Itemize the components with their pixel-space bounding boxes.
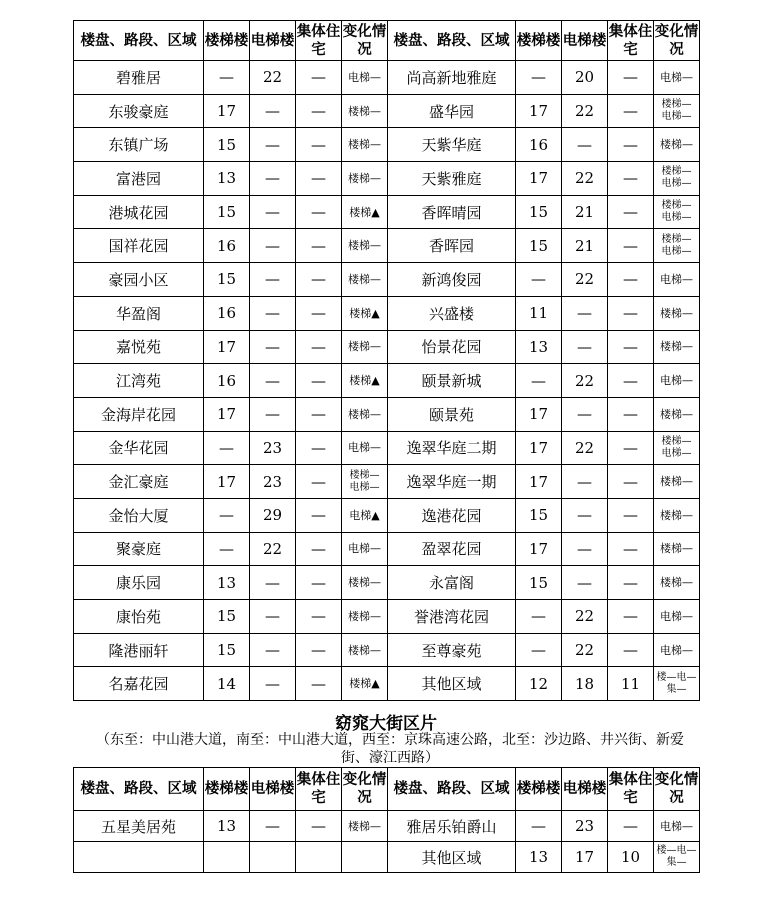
section-boundary-note: （东至：中山港大道，南至：中山港大道，西至：京珠高速公路，北至：沙边路、井兴街、新爱街、濠江西路） xyxy=(96,732,684,766)
table-cell: 楼梯— 电梯— xyxy=(654,431,700,465)
table-cell: — xyxy=(608,229,654,263)
table-cell: 电梯— xyxy=(342,61,388,95)
table-cell: 天紫雅庭 xyxy=(388,162,516,196)
table-cell: — xyxy=(250,811,296,842)
table-cell: 15 xyxy=(516,498,562,532)
table-cell: 楼梯— xyxy=(654,566,700,600)
table-cell: — xyxy=(250,195,296,229)
table-cell: — xyxy=(296,532,342,566)
table-cell: — xyxy=(204,498,250,532)
table-row xyxy=(74,128,700,162)
column-header: 变化情况 xyxy=(654,768,700,811)
table-cell: — xyxy=(608,431,654,465)
column-header: 楼梯楼 xyxy=(204,768,250,811)
table-cell: 颐景苑 xyxy=(388,397,516,431)
table-cell: 电梯— xyxy=(654,633,700,667)
table-row xyxy=(74,566,700,600)
table-cell: — xyxy=(296,633,342,667)
table-cell: — xyxy=(250,397,296,431)
table-cell: 楼梯— 电梯— xyxy=(342,465,388,499)
column-header: 集体住宅 xyxy=(296,21,342,61)
column-header: 电梯楼 xyxy=(250,768,296,811)
table-cell: — xyxy=(250,94,296,128)
table-cell: — xyxy=(296,600,342,634)
table-cell: 18 xyxy=(562,667,608,701)
table-cell: — xyxy=(608,811,654,842)
table-cell: 楼梯— xyxy=(342,811,388,842)
table-cell: 兴盛楼 xyxy=(388,296,516,330)
table-cell: 国祥花园 xyxy=(74,229,204,263)
table-cell: — xyxy=(608,263,654,297)
table-cell: 楼梯▲ xyxy=(342,667,388,701)
table-cell xyxy=(342,842,388,873)
table-cell: 21 xyxy=(562,229,608,263)
table-cell: — xyxy=(296,397,342,431)
table-cell: — xyxy=(562,128,608,162)
table-cell: 五星美居苑 xyxy=(74,811,204,842)
table-cell: 康乐园 xyxy=(74,566,204,600)
table-cell: 尚高新地雅庭 xyxy=(388,61,516,95)
table-cell: 楼梯— xyxy=(342,263,388,297)
column-header: 楼梯楼 xyxy=(516,768,562,811)
table-cell: 楼梯— 电梯— xyxy=(654,94,700,128)
table-row xyxy=(74,532,700,566)
column-header: 楼梯楼 xyxy=(204,21,250,61)
table-cell: — xyxy=(562,296,608,330)
table-cell: — xyxy=(296,94,342,128)
table-cell: 17 xyxy=(204,465,250,499)
column-header: 楼盘、路段、区域 xyxy=(388,21,516,61)
table-cell: 香晖晴园 xyxy=(388,195,516,229)
table-cell: 电梯— xyxy=(342,532,388,566)
table-cell: 10 xyxy=(608,842,654,873)
table-cell: 东骏豪庭 xyxy=(74,94,204,128)
table-cell: 17 xyxy=(562,842,608,873)
table-cell: 13 xyxy=(516,330,562,364)
column-header: 电梯楼 xyxy=(562,21,608,61)
table-cell: — xyxy=(562,566,608,600)
table-cell: 楼梯— xyxy=(342,94,388,128)
table-cell: — xyxy=(296,263,342,297)
table-cell xyxy=(204,842,250,873)
table-cell: 电梯— xyxy=(654,263,700,297)
table-cell: 23 xyxy=(250,431,296,465)
table-cell: 11 xyxy=(516,296,562,330)
table-cell: — xyxy=(608,633,654,667)
column-header: 楼盘、路段、区域 xyxy=(74,768,204,811)
table-row xyxy=(74,667,700,701)
table-cell: — xyxy=(250,229,296,263)
table-cell: — xyxy=(516,263,562,297)
table-cell xyxy=(74,842,204,873)
table-cell: 电梯— xyxy=(654,600,700,634)
table-cell: — xyxy=(296,431,342,465)
table-cell: 15 xyxy=(516,229,562,263)
table2-header-row xyxy=(74,768,700,811)
table-cell: 江湾苑 xyxy=(74,364,204,398)
table-cell: — xyxy=(250,633,296,667)
table-cell: 15 xyxy=(204,195,250,229)
table-cell: — xyxy=(608,195,654,229)
table-cell: — xyxy=(608,94,654,128)
table-cell: — xyxy=(608,532,654,566)
table-cell: 逸港花园 xyxy=(388,498,516,532)
table-cell: — xyxy=(250,364,296,398)
table-cell: 17 xyxy=(516,162,562,196)
table-cell: 楼梯— 电梯— xyxy=(654,162,700,196)
table-cell: 22 xyxy=(250,61,296,95)
table-cell: — xyxy=(296,364,342,398)
table-row xyxy=(74,296,700,330)
table-cell xyxy=(250,842,296,873)
table-cell: — xyxy=(608,465,654,499)
table-cell: 电梯— xyxy=(654,811,700,842)
table-cell: — xyxy=(608,128,654,162)
table-cell: 16 xyxy=(204,296,250,330)
table-cell: 楼梯— xyxy=(342,397,388,431)
table-row xyxy=(74,811,700,842)
table-row xyxy=(74,195,700,229)
table-cell: 12 xyxy=(516,667,562,701)
table-cell: 富港园 xyxy=(74,162,204,196)
table-cell: — xyxy=(516,811,562,842)
table-cell: 22 xyxy=(562,633,608,667)
table-cell: — xyxy=(562,498,608,532)
table-cell: 22 xyxy=(562,263,608,297)
table-row xyxy=(74,842,700,873)
table-cell: — xyxy=(608,296,654,330)
housing-table-1 xyxy=(73,20,700,701)
table-cell: — xyxy=(250,566,296,600)
table-cell: — xyxy=(608,566,654,600)
table-cell: — xyxy=(296,128,342,162)
table-cell: — xyxy=(562,465,608,499)
table-cell: 逸翠华庭一期 xyxy=(388,465,516,499)
table-cell: 13 xyxy=(204,566,250,600)
table-cell: — xyxy=(250,162,296,196)
table-row xyxy=(74,397,700,431)
table-cell: 电梯▲ xyxy=(342,498,388,532)
table-cell: — xyxy=(204,431,250,465)
table-cell: — xyxy=(608,364,654,398)
column-header: 楼盘、路段、区域 xyxy=(388,768,516,811)
table-cell: 15 xyxy=(204,263,250,297)
table-cell: 22 xyxy=(562,431,608,465)
table-cell: 22 xyxy=(562,162,608,196)
table-cell: — xyxy=(296,667,342,701)
table-cell: 碧雅居 xyxy=(74,61,204,95)
table-row xyxy=(74,94,700,128)
table-row xyxy=(74,61,700,95)
table-cell: 康怡苑 xyxy=(74,600,204,634)
table-cell: 16 xyxy=(204,229,250,263)
table-cell: 天紫华庭 xyxy=(388,128,516,162)
table-cell: — xyxy=(608,600,654,634)
table-cell: 15 xyxy=(516,195,562,229)
table-cell: 东镇广场 xyxy=(74,128,204,162)
table-cell: 22 xyxy=(562,94,608,128)
table-cell: — xyxy=(250,667,296,701)
column-header: 变化情况 xyxy=(654,21,700,61)
table-cell: — xyxy=(204,61,250,95)
table-cell: 22 xyxy=(562,600,608,634)
table-cell: — xyxy=(296,330,342,364)
table-cell: 怡景花园 xyxy=(388,330,516,364)
table-cell: 楼梯— xyxy=(342,128,388,162)
table-cell: — xyxy=(516,364,562,398)
table-cell: — xyxy=(562,330,608,364)
table-cell xyxy=(296,842,342,873)
table-cell: 电梯— xyxy=(654,364,700,398)
table-cell: 金汇豪庭 xyxy=(74,465,204,499)
table-row xyxy=(74,364,700,398)
table-cell: 17 xyxy=(516,465,562,499)
table-cell: 15 xyxy=(204,600,250,634)
table-row xyxy=(74,229,700,263)
table-cell: — xyxy=(204,532,250,566)
table-cell: 11 xyxy=(608,667,654,701)
table-cell: 23 xyxy=(562,811,608,842)
table-cell: 楼—电— 集— xyxy=(654,667,700,701)
table-cell: 22 xyxy=(250,532,296,566)
table-cell: 楼梯▲ xyxy=(342,195,388,229)
column-header: 楼梯楼 xyxy=(516,21,562,61)
table-cell: 逸翠华庭二期 xyxy=(388,431,516,465)
table-cell: 盛华园 xyxy=(388,94,516,128)
table-cell: — xyxy=(296,498,342,532)
table-cell: 16 xyxy=(516,128,562,162)
table-row xyxy=(74,633,700,667)
table-cell: 其他区域 xyxy=(388,842,516,873)
table-cell: 电梯— xyxy=(654,61,700,95)
table-cell: — xyxy=(296,162,342,196)
table-cell: 15 xyxy=(516,566,562,600)
table-cell: 楼梯— xyxy=(654,465,700,499)
table-cell: — xyxy=(296,195,342,229)
table-cell: 港城花园 xyxy=(74,195,204,229)
table-cell: — xyxy=(250,263,296,297)
table-row xyxy=(74,600,700,634)
table-cell: — xyxy=(608,330,654,364)
table-cell: 华盈阁 xyxy=(74,296,204,330)
table-cell: 20 xyxy=(562,61,608,95)
table-cell: 至尊豪苑 xyxy=(388,633,516,667)
table-cell: 楼梯— xyxy=(342,162,388,196)
table-cell: 金怡大厦 xyxy=(74,498,204,532)
table-cell: 17 xyxy=(516,94,562,128)
table-row xyxy=(74,431,700,465)
table-cell: 楼梯— xyxy=(654,397,700,431)
table-cell: 17 xyxy=(204,94,250,128)
table-cell: 楼梯— 电梯— xyxy=(654,195,700,229)
column-header: 集体住宅 xyxy=(296,768,342,811)
column-header: 集体住宅 xyxy=(608,768,654,811)
column-header: 电梯楼 xyxy=(250,21,296,61)
table-cell: 楼梯— 电梯— xyxy=(654,229,700,263)
table-cell: 誉港湾花园 xyxy=(388,600,516,634)
table-cell: 17 xyxy=(204,330,250,364)
table-cell: 盈翠花园 xyxy=(388,532,516,566)
table-cell: 楼梯— xyxy=(342,566,388,600)
table-cell: 隆港丽轩 xyxy=(74,633,204,667)
table-cell: 名嘉花园 xyxy=(74,667,204,701)
table-cell: 14 xyxy=(204,667,250,701)
table-cell: 雅居乐铂爵山 xyxy=(388,811,516,842)
table-cell: 豪园小区 xyxy=(74,263,204,297)
table-cell: — xyxy=(608,162,654,196)
table-cell: 金海岸花园 xyxy=(74,397,204,431)
table-row xyxy=(74,465,700,499)
table-cell: — xyxy=(296,229,342,263)
column-header: 楼盘、路段、区域 xyxy=(74,21,204,61)
table-cell: — xyxy=(608,397,654,431)
table-cell: — xyxy=(608,61,654,95)
table-cell: 16 xyxy=(204,364,250,398)
table-cell: 21 xyxy=(562,195,608,229)
table-cell: — xyxy=(250,330,296,364)
table-cell: — xyxy=(250,128,296,162)
table-cell: 嘉悦苑 xyxy=(74,330,204,364)
table-cell: 楼梯— xyxy=(654,296,700,330)
table-row xyxy=(74,263,700,297)
table-row xyxy=(74,330,700,364)
column-header: 变化情况 xyxy=(342,768,388,811)
table-cell: 29 xyxy=(250,498,296,532)
table-cell: — xyxy=(296,61,342,95)
table-row xyxy=(74,498,700,532)
table-cell: 15 xyxy=(204,128,250,162)
table-cell: — xyxy=(250,600,296,634)
table-cell: 13 xyxy=(204,162,250,196)
column-header: 变化情况 xyxy=(342,21,388,61)
table-cell: 楼梯— xyxy=(342,633,388,667)
table-cell: — xyxy=(250,296,296,330)
table-cell: 17 xyxy=(516,532,562,566)
table-cell: — xyxy=(562,397,608,431)
table-cell: 楼梯▲ xyxy=(342,364,388,398)
section-title: 窈窕大街区片 xyxy=(335,714,437,734)
column-header: 电梯楼 xyxy=(562,768,608,811)
table-row xyxy=(74,162,700,196)
table-cell: 楼梯— xyxy=(342,330,388,364)
table-cell: 楼梯▲ xyxy=(342,296,388,330)
table-cell: 永富阁 xyxy=(388,566,516,600)
table-cell: 电梯— xyxy=(342,431,388,465)
table-cell: 楼梯— xyxy=(654,498,700,532)
table-cell: 17 xyxy=(204,397,250,431)
table-cell: 楼梯— xyxy=(342,229,388,263)
table-cell: 13 xyxy=(516,842,562,873)
table-cell: 楼梯— xyxy=(654,330,700,364)
table-cell: 颐景新城 xyxy=(388,364,516,398)
housing-table-2 xyxy=(73,767,700,873)
table-cell: 楼梯— xyxy=(654,532,700,566)
table-cell: 楼梯— xyxy=(654,128,700,162)
table-cell: 13 xyxy=(204,811,250,842)
table-cell: — xyxy=(296,465,342,499)
table-cell: 17 xyxy=(516,397,562,431)
column-header: 集体住宅 xyxy=(608,21,654,61)
table-cell: 楼—电— 集— xyxy=(654,842,700,873)
table-cell: 香晖园 xyxy=(388,229,516,263)
table-cell: — xyxy=(608,498,654,532)
table-cell: 金华花园 xyxy=(74,431,204,465)
table-cell: 23 xyxy=(250,465,296,499)
table1-header-row xyxy=(74,21,700,61)
table-cell: 17 xyxy=(516,431,562,465)
table-cell: — xyxy=(516,600,562,634)
table-cell: 22 xyxy=(562,364,608,398)
table-cell: — xyxy=(296,811,342,842)
table-cell: 15 xyxy=(204,633,250,667)
table-cell: — xyxy=(296,296,342,330)
table-cell: 其他区域 xyxy=(388,667,516,701)
table-cell: — xyxy=(296,566,342,600)
table-cell: — xyxy=(516,61,562,95)
table-cell: — xyxy=(562,532,608,566)
table-cell: 楼梯— xyxy=(342,600,388,634)
table-cell: 新鸿俊园 xyxy=(388,263,516,297)
table-cell: — xyxy=(516,633,562,667)
table-cell: 聚豪庭 xyxy=(74,532,204,566)
